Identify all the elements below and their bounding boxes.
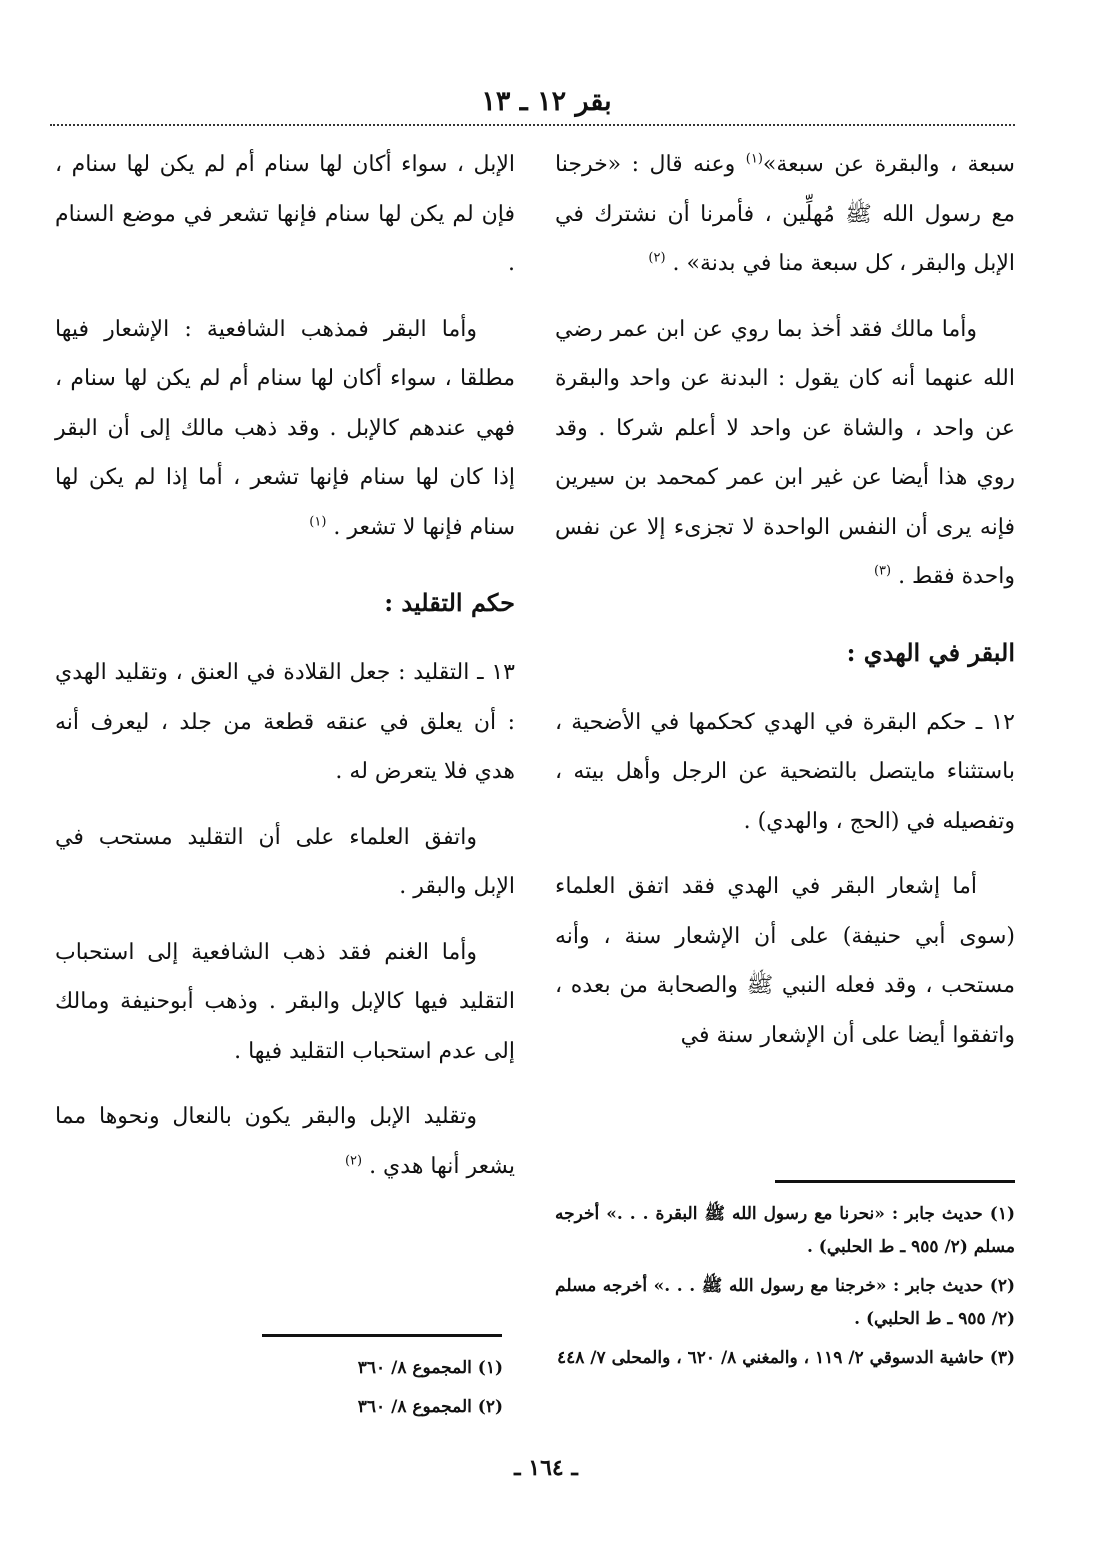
section-heading-taqlid: حكم التقليد :: [384, 588, 515, 617]
footnote-left-2: (٢) المجموع ٨/ ٣٦٠: [357, 1397, 503, 1417]
paragraph-text: وعنه قال : «خرجنا مع رسول الله ﷺ مُهلِّين ، فأمرنا أن نشترك في الإبل والبقر ، كل سبعة منا في بدنة» .: [555, 152, 1015, 276]
footnote-ref: (٢): [648, 250, 666, 266]
footnote-ref: (١): [745, 151, 763, 167]
paragraph-text: وأما مالك فقد أخذ بما روي عن ابن عمر رضي الله عنهما أنه كان يقول : البدنة عن واحد والبقرة عن واحد ، والشاة عن واحد لا أعلم شركا . وقد روي هذا أيضا عن غير ابن عمر كمحمد بن سيرين فإنه يرى أن النفس الواحدة لا تجزىء إلا عن نفس واحدة فقط .: [555, 316, 1015, 589]
right-paragraph-3: ١٢ ـ حكم البقرة في الهدي كحكمها في الأضحية ، باستثناء مايتصل بالتضحية عن الرجل وأهل بيته ، وتفصيله في (الحج ، والهدي) .: [555, 709, 1015, 834]
right-paragraph-2: [555, 305, 1015, 602]
header-dotted-rule: [50, 124, 1015, 126]
left-paragraph-2: [55, 305, 515, 553]
footnote-right-3: (٣) حاشية الدسوقي ٢/ ١١٩ ، والمغني ٨/ ٦٢٠ ، والمحلى ٧/ ٤٤٨: [556, 1348, 1015, 1368]
right-column: [555, 140, 1015, 1076]
left-paragraph-4: واتفق العلماء على أن التقليد مستحب في الإبل والبقر .: [55, 824, 515, 899]
left-column: [55, 140, 515, 1207]
left-paragraph-5: وأما الغنم فقد ذهب الشافعية إلى استحباب التقليد فيها كالإبل والبقر . وذهب أبوحنيفة ومالك إلى عدم استحباب التقليد فيها .: [55, 939, 515, 1064]
footnote-rule-left: [262, 1334, 502, 1337]
footnote-right-1: (١) حديث جابر : «نحرنا مع رسول الله ﷺ البقرة . . .» أخرجه مسلم (٢/ ٩٥٥ ـ ط الحلبي) .: [555, 1204, 1015, 1257]
running-head: بقر ١٢ ـ ١٣: [481, 86, 612, 117]
footnote-ref: (١): [309, 514, 327, 530]
footnotes-right: [555, 1198, 1015, 1381]
paragraph-text: وتقليد الإبل والبقر يكون بالنعال ونحوها مما يشعر أنها هدي .: [55, 1104, 515, 1179]
section-heading-hady: البقر في الهدي :: [846, 637, 1015, 667]
footnote-left-1: (١) المجموع ٨/ ٣٦٠: [357, 1358, 503, 1378]
right-paragraph-1: [555, 140, 1015, 289]
left-paragraph-6: [55, 1092, 515, 1191]
left-paragraph-1: الإبل ، سواء أكان لها سنام أم لم يكن لها سنام ، فإن لم يكن لها سنام فإنها تشعر في موضع السنام .: [55, 152, 515, 276]
left-paragraph-3: ١٣ ـ التقليد : جعل القلادة في العنق ، وتقليد الهدي : أن يعلق في عنقه قطعة من جلد ، ليعرف أنه هدي فلا يتعرض له .: [55, 660, 515, 784]
footnotes-left: [55, 1352, 503, 1430]
page-number: ـ ١٦٤ ـ: [514, 1455, 578, 1481]
right-paragraph-4: أما إشعار البقر في الهدي فقد اتفق العلماء (سوى أبي حنيفة) على أن الإشعار سنة ، وأنه مستحب ، وقد فعله النبي ﷺ والصحابة من بعده ، واتفقوا أيضا على أن الإشعار سنة في: [555, 874, 1015, 1048]
footnote-rule-right: [775, 1180, 1015, 1183]
footnote-ref: (٢): [344, 1153, 363, 1169]
paragraph-text: وأما البقر فمذهب الشافعية : الإشعار فيها مطلقا ، سواء أكان لها سنام أم لم يكن لها سنام ، فهي عندهم كالإبل . وقد ذهب مالك إلى أن البقر إذا كان لها سنام فإنها تشعر ، أما إذا لم يكن لها سنام فإنها لا تشعر .: [55, 316, 515, 540]
paragraph-text: سبعة ، والبقرة عن سبعة»: [762, 152, 1015, 177]
footnote-right-2: (٢) حديث جابر : «خرجنا مع رسول الله ﷺ . . .» أخرجه مسلم (٢/ ٩٥٥ ـ ط الحلبي) .: [555, 1276, 1015, 1329]
footnote-ref: (٣): [873, 563, 892, 579]
